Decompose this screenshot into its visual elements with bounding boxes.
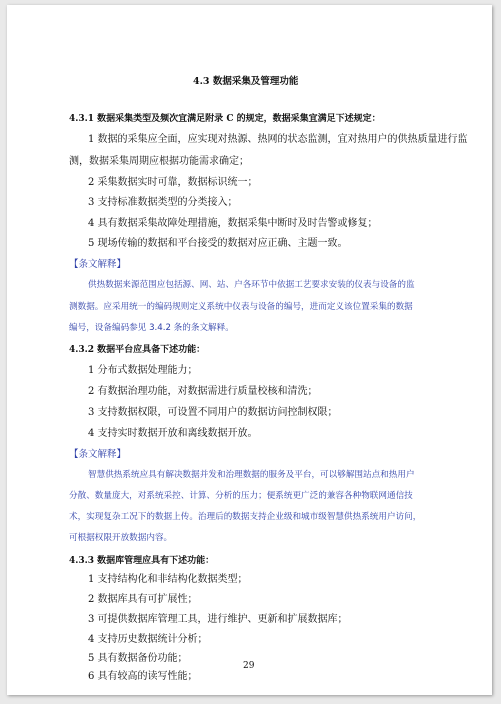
page-number: 29: [243, 661, 255, 671]
clause-4-3-3-item-4: 4 支持历史数据统计分析；: [88, 634, 208, 645]
clause-4-3-3-item-3: 3 可提供数据库管理工具，进行维护、更新和扩展数据库；: [88, 614, 348, 625]
document-page: [7, 5, 492, 695]
commentary-label-1: 【条文解释】: [69, 259, 127, 270]
clause-4-3-1-item-5: 5 现场传输的数据和平台接受的数据对应正确、主题一致。: [88, 238, 348, 249]
clause-4-3-1-item-3: 3 支持标准数据类型的分类接入；: [88, 197, 238, 208]
commentary-2-line-3: 术，实现复杂工况下的数据上传。治理后的数据支持企业级和城市级智慧供热系统用户访问，: [69, 512, 422, 522]
clause-4-3-2-heading: 4.3.2 数据平台应具备下述功能：: [69, 345, 206, 355]
section-title: 4.3 数据采集及管理功能: [193, 76, 299, 87]
clause-4-3-3-item-2: 2 数据库具有可扩展性；: [88, 594, 198, 605]
clause-4-3-3-item-1: 1 支持结构化和非结构化数据类型；: [88, 574, 248, 585]
clause-4-3-2-item-4: 4 支持实时数据开放和离线数据开放。: [88, 428, 258, 439]
clause-4-3-1-heading: 4.3.1 数据采集类型及频次宜满足附录 C 的规定，数据采集宜满足下述规定：: [69, 114, 381, 124]
clause-4-3-2-item-1: 1 分布式数据处理能力；: [88, 365, 198, 376]
clause-4-3-1-item-1-line-2: 测，数据采集周期应根据功能需求确定；: [69, 156, 249, 167]
commentary-1-line-2: 测数据。应采用统一的编码规则定义系统中仪表与设备的编号，进而定义该位置采集的数据: [69, 302, 413, 312]
commentary-label-2: 【条文解释】: [69, 449, 127, 460]
clause-4-3-1-item-4: 4 具有数据采集故障处理措施，数据采集中断时及时告警或修复；: [88, 218, 378, 229]
commentary-2-line-4: 可根据权限开放数据内容。: [69, 533, 173, 543]
commentary-1-line-1: 供热数据来源范围应包括源、网、站、户各环节中依据工艺要求安装的仪表与设备的监: [88, 280, 415, 290]
clause-4-3-3-item-6: 6 具有较高的读写性能；: [88, 671, 198, 682]
commentary-1-line-3: 编号，设备编码参见 3.4.2 条的条文解释。: [69, 323, 234, 333]
clause-4-3-3-heading: 4.3.3 数据库管理应具有下述功能：: [69, 556, 215, 566]
clause-4-3-3-item-5: 5 具有数据备份功能；: [88, 653, 188, 664]
clause-4-3-2-item-3: 3 支持数据权限，可设置不同用户的数据访问控制权限；: [88, 407, 338, 418]
clause-4-3-1-item-2: 2 采集数据实时可靠，数据标识统一；: [88, 177, 258, 188]
commentary-2-line-1: 智慧供热系统应具有解决数据并发和治理数据的服务及平台，可以够解围站点和热用户: [88, 470, 415, 480]
clause-4-3-2-item-2: 2 有数据治理功能，对数据需进行质量校核和清洗；: [88, 386, 318, 397]
clause-4-3-1-item-1-line-1: 1 数据的采集应全面，应实现对热源、热网的状态监测，宜对热用户的供热质量进行监: [88, 134, 468, 145]
commentary-2-line-2: 分散、数量庞大，对系统采控、计算、分析的压力；便系统更广泛的兼容各种物联网通信技: [69, 491, 413, 501]
